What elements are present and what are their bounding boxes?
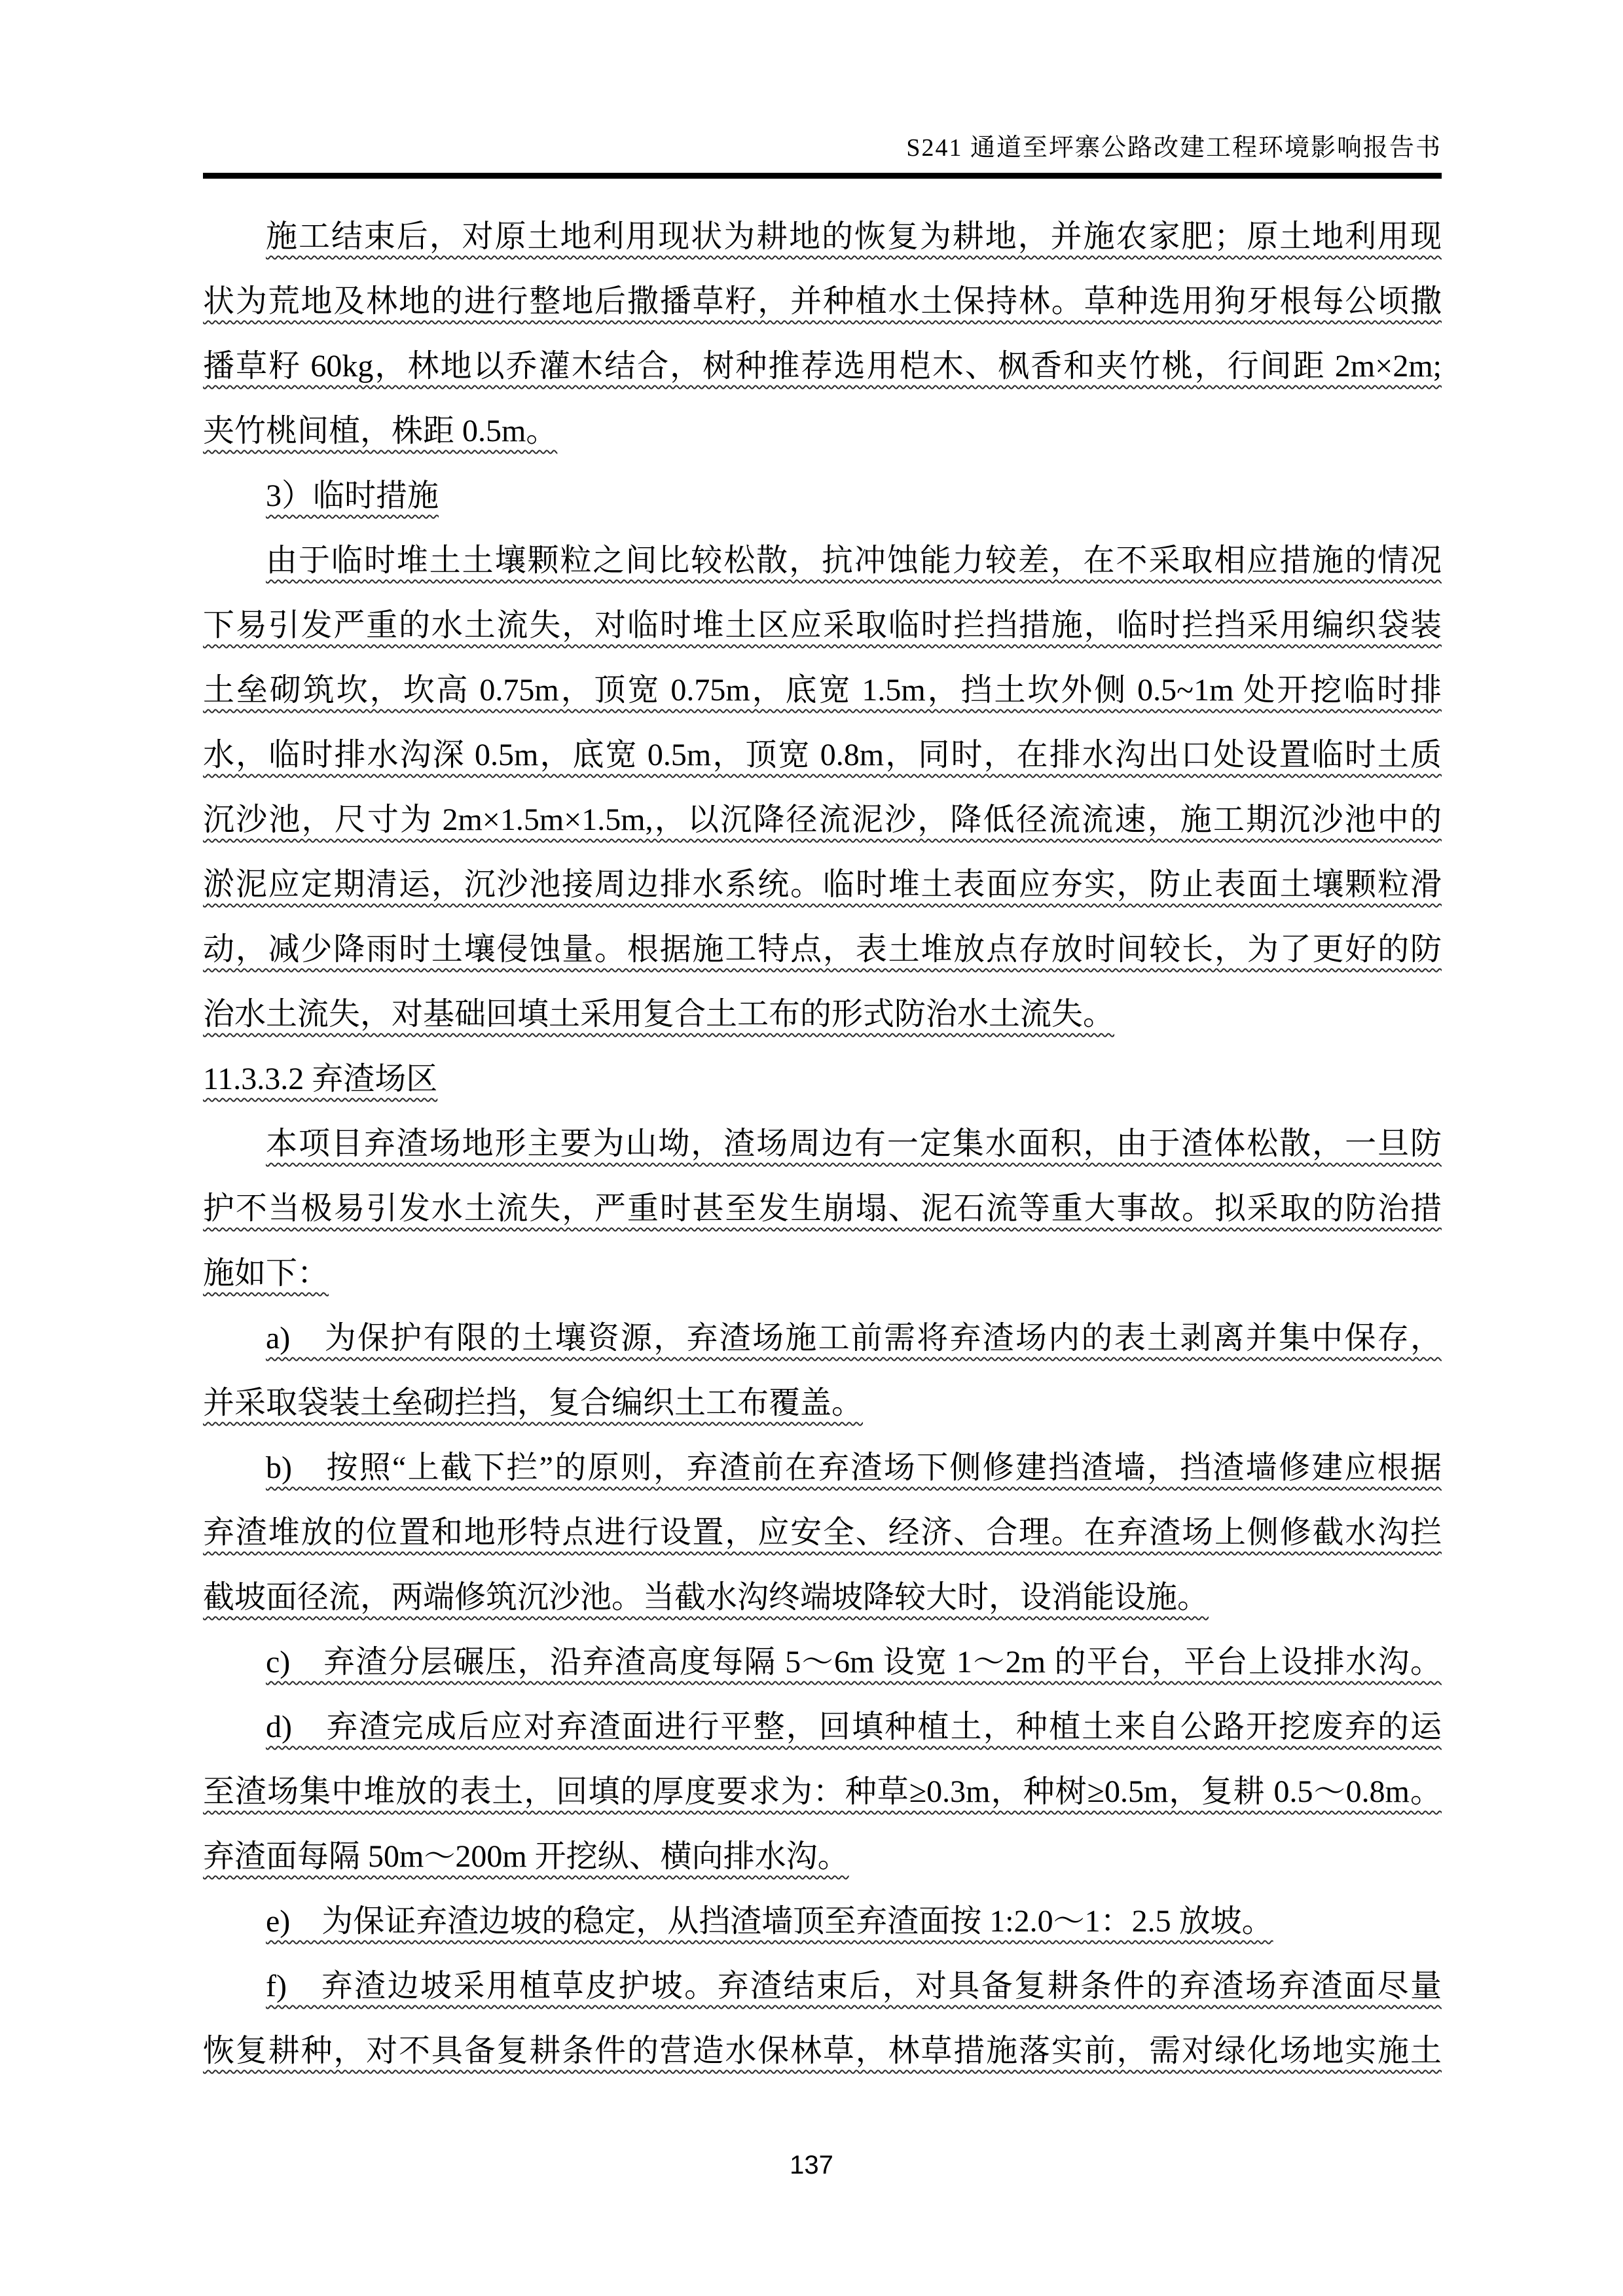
line-text: 11.3.3.2 弃渣场区 — [203, 1062, 438, 1096]
header-rule — [203, 173, 1442, 179]
text-line — [203, 1241, 1442, 1306]
text-line — [203, 204, 1442, 269]
line-text: 3）临时措施 — [266, 478, 439, 513]
line-text: 护不当极易引发水土流失，严重时甚至发生崩塌、泥石流等重大事故。拟采取的防治措 — [203, 1191, 1442, 1226]
line-text: 弃渣堆放的位置和地形特点进行设置，应安全、经济、合理。在弃渣场上侧修截水沟拦 — [203, 1515, 1442, 1550]
text-line — [203, 269, 1442, 334]
line-text: 沉沙池，尺寸为 2m×1.5m×1.5m,，以沉降径流泥沙，降低径流流速，施工期沉沙池中的 — [203, 802, 1442, 837]
line-text: 水，临时排水沟深 0.5m，底宽 0.5m，顶宽 0.8m，同时，在排水沟出口处设置临时土质 — [203, 738, 1442, 772]
text-line — [203, 723, 1442, 787]
text-line — [203, 528, 1442, 593]
text-line — [203, 1111, 1442, 1176]
line-text: 状为荒地及林地的进行整地后撒播草籽，并种植水土保持林。草种选用狗牙根每公顷撒 — [203, 284, 1442, 319]
text-line — [203, 852, 1442, 917]
text-line — [203, 334, 1442, 399]
text-line — [203, 593, 1442, 658]
line-text: 并采取袋装土垒砌拦挡，复合编织土工布覆盖。 — [203, 1386, 864, 1420]
line-text: 施如下： — [203, 1256, 329, 1291]
line-text: 截坡面径流，两端修筑沉沙池。当截水沟终端坡降较大时，设消能设施。 — [203, 1580, 1209, 1615]
line-text: 弃渣面每隔 50m～200m 开挖纵、横向排水沟。 — [203, 1839, 849, 1874]
line-text: c) 弃渣分层碾压，沿弃渣高度每隔 5～6m 设宽 1～2m 的平台，平台上设排水沟。 — [266, 1645, 1442, 1679]
document-body — [203, 204, 1442, 2083]
line-text: 播草籽 60kg，林地以乔灌木结合，树种推荐选用桤木、枫香和夹竹桃，行间距 2m×2m; — [203, 349, 1442, 384]
text-line — [203, 1306, 1442, 1371]
line-text: 淤泥应定期清运，沉沙池接周边排水系统。临时堆土表面应夯实，防止表面土壤颗粒滑 — [203, 867, 1442, 902]
line-text: 本项目弃渣场地形主要为山坳，渣场周边有一定集水面积，由于渣体松散，一旦防 — [266, 1126, 1442, 1161]
line-text: 由于临时堆土土壤颗粒之间比较松散，抗冲蚀能力较差，在不采取相应措施的情况 — [266, 543, 1442, 578]
line-text: 土垒砌筑坎，坎高 0.75m，顶宽 0.75m，底宽 1.5m，挡土坎外侧 0.5~1m 处开挖临时排 — [203, 673, 1442, 708]
text-line — [203, 1565, 1442, 1630]
line-text: 恢复耕种，对不具备复耕条件的营造水保林草，林草措施落实前，需对绿化场地实施土 — [203, 2034, 1442, 2068]
text-line — [203, 1500, 1442, 1565]
text-line — [203, 1824, 1442, 1889]
text-line — [203, 399, 1442, 463]
line-text: d) 弃渣完成后应对弃渣面进行平整，回填种植土，种植土来自公路开挖废弃的运 — [266, 1710, 1442, 1744]
text-line — [203, 1954, 1442, 2018]
line-text: 治水土流失，对基础回填土采用复合土工布的形式防治水土流失。 — [203, 997, 1115, 1031]
text-line — [203, 1371, 1442, 1435]
page-number: 137 — [790, 2151, 833, 2179]
text-line — [203, 658, 1442, 723]
line-text: 至渣场集中堆放的表土，回填的厚度要求为：种草≥0.3m，种树≥0.5m，复耕 0.5～0.8m。 — [203, 1774, 1442, 1809]
text-line — [203, 1695, 1442, 1759]
text-line — [203, 463, 1442, 528]
line-text: b) 按照“上截下拦”的原则，弃渣前在弃渣场下侧修建挡渣墙，挡渣墙修建应根据 — [266, 1450, 1442, 1485]
line-text: 动，减少降雨时土壤侵蚀量。根据施工特点，表土堆放点存放时间较长，为了更好的防 — [203, 932, 1442, 967]
text-line — [203, 1889, 1442, 1954]
line-text: 夹竹桃间植，株距 0.5m。 — [203, 414, 558, 448]
text-line — [203, 1759, 1442, 1824]
line-text: 下易引发严重的水土流失，对临时堆土区应采取临时拦挡措施，临时拦挡采用编织袋装 — [203, 608, 1442, 643]
text-line — [203, 917, 1442, 982]
text-line — [203, 1176, 1442, 1241]
text-line — [203, 1630, 1442, 1695]
line-text: e) 为保证弃渣边坡的稳定，从挡渣墙顶至弃渣面按 1:2.0～1：2.5 放坡。 — [266, 1904, 1273, 1939]
text-line — [203, 787, 1442, 852]
text-line — [203, 1435, 1442, 1500]
line-text: 施工结束后，对原土地利用现状为耕地的恢复为耕地，并施农家肥；原土地利用现 — [266, 219, 1442, 254]
text-line — [203, 2018, 1442, 2083]
page-header-title: S241 通道至坪寨公路改建工程环境影响报告书 — [906, 134, 1442, 162]
text-line — [203, 982, 1442, 1047]
line-text: a) 为保护有限的土壤资源，弃渣场施工前需将弃渣场内的表土剥离并集中保存， — [266, 1321, 1442, 1355]
text-line — [203, 1047, 1442, 1111]
line-text: f) 弃渣边坡采用植草皮护坡。弃渣结束后，对具备复耕条件的弃渣场弃渣面尽量 — [266, 1969, 1442, 2003]
